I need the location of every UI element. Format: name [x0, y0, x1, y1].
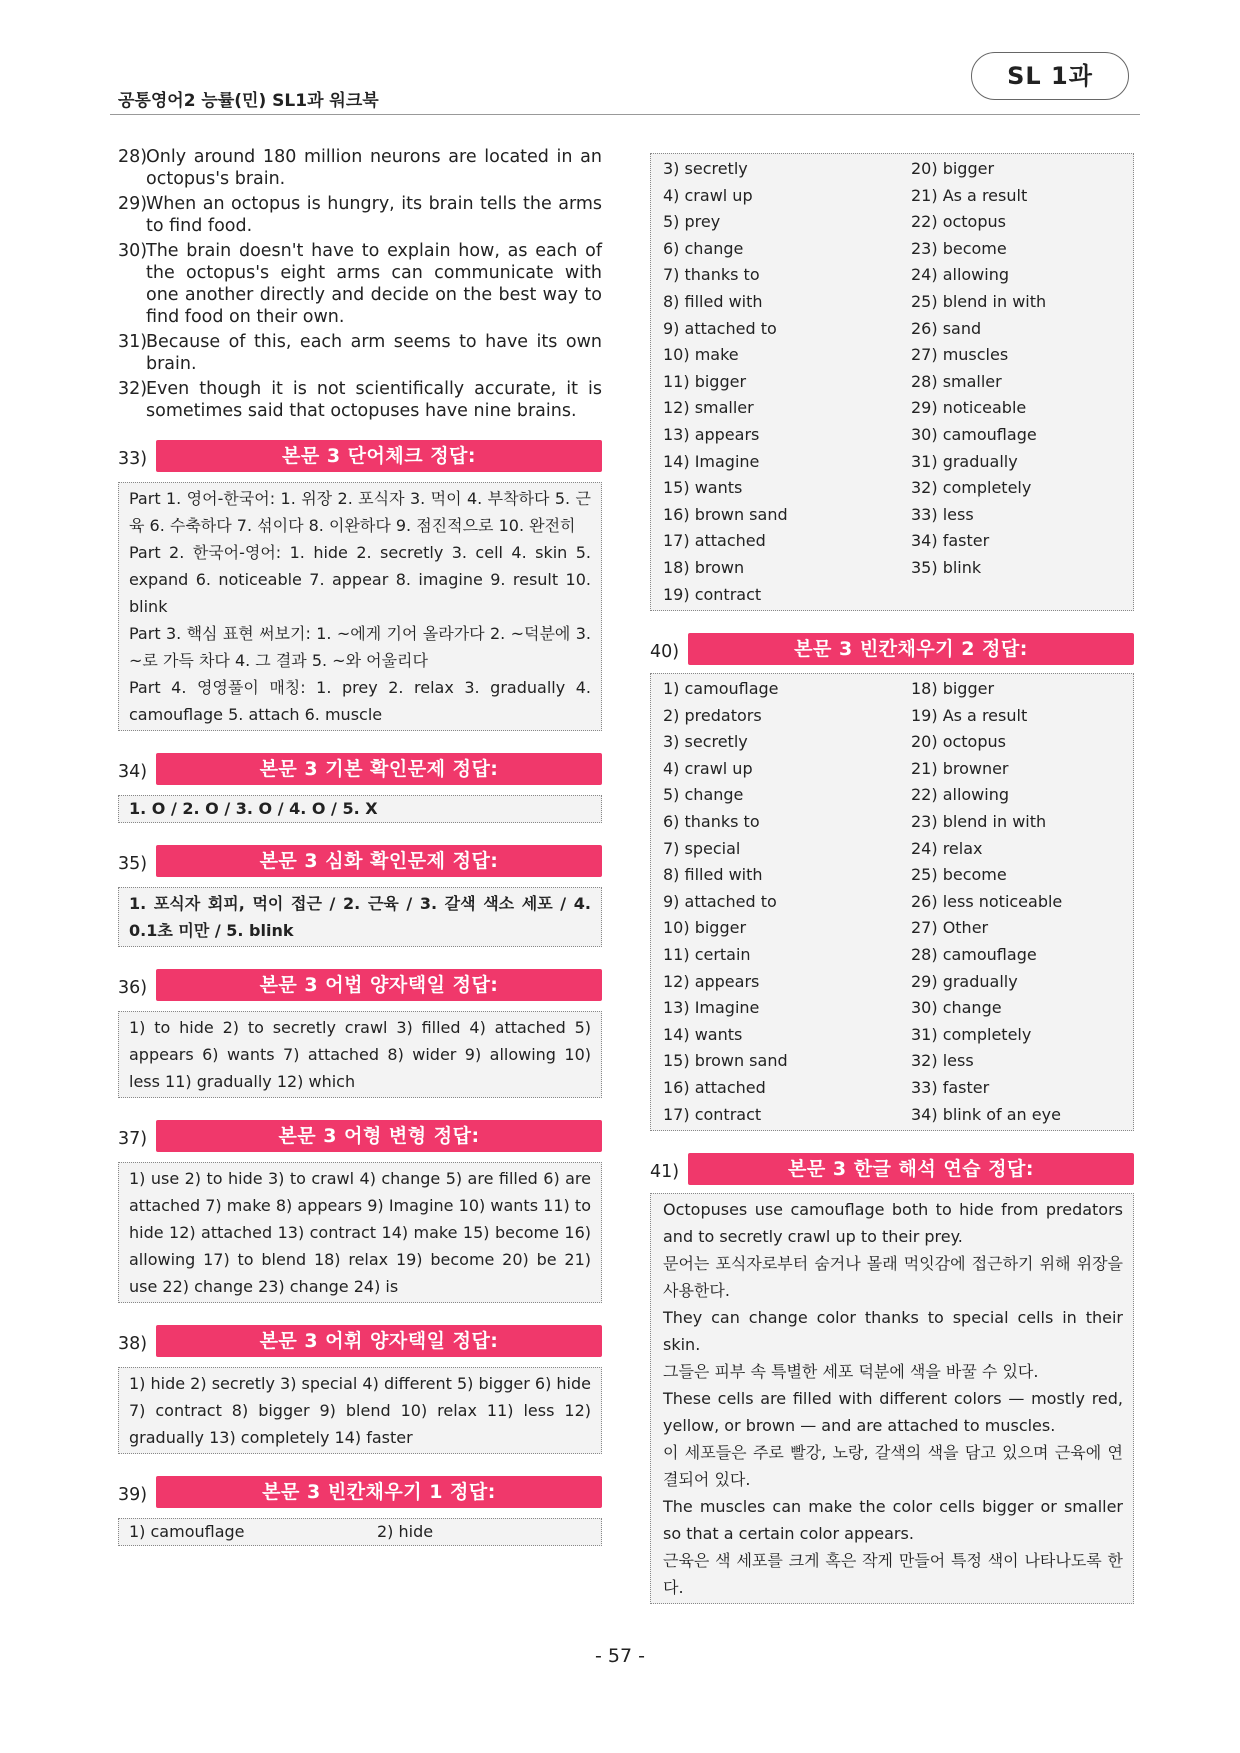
question-41 — [650, 1153, 1134, 1185]
answer-cell: 16) attached — [663, 1078, 766, 1097]
question-number: 33) — [118, 449, 148, 469]
sentence-number: 31) — [118, 332, 148, 352]
question-35 — [118, 845, 602, 877]
answer-cell: 11) bigger — [663, 371, 747, 391]
lesson-badge: SL 1과 — [971, 52, 1129, 100]
sentence-text: Because of this, each arm seems to have its own brain. — [146, 332, 602, 374]
translation-line: These cells are filled with different colors — mostly red, yellow, or brown — and are attached to muscles. — [663, 1389, 1123, 1436]
translation-line: The muscles can make the color cells bigger or smaller so that a certain color appears. — [663, 1497, 1123, 1544]
page-number: - 57 - — [595, 1645, 645, 1667]
answer-box-38: 1) hide 2) secretly 3) special 4) different 5) bigger 6) hide 7) contract 8) bigger 9) blend 10) relax 11) less 12) gradually 13) completely 14) faster — [118, 1367, 602, 1454]
answer-cell: 26) sand — [911, 318, 982, 338]
answer-box-39-continued — [650, 153, 1134, 611]
answer-cell: 11) certain — [663, 945, 751, 965]
answer-cell: 21) As a result — [911, 185, 1028, 205]
translation-line: 이 세포들은 주로 빨강, 노랑, 갈색의 색을 담고 있으며 근육에 연결되어 있다. — [663, 1443, 1123, 1490]
sentence-item — [118, 378, 602, 422]
answer-banner: 본문 3 어휘 양자택일 정답: — [156, 1325, 602, 1357]
translation-line: 근육은 색 세포를 크게 혹은 작게 만들어 특정 색이 나타나도록 한다. — [663, 1551, 1123, 1598]
answer-cell: 7) thanks to — [663, 265, 760, 285]
answer-cell: 24) relax — [911, 838, 983, 858]
answer-cell: 22) allowing — [911, 785, 1009, 805]
answer-cell: 12) smaller — [663, 398, 754, 418]
answer-cell: 1) camouflage — [663, 679, 779, 699]
answer-cell: 20) octopus — [911, 732, 1006, 752]
answer-cell: 3) secretly — [663, 732, 748, 752]
answer-cell: 27) muscles — [911, 345, 1009, 365]
answer-cell: 13) appears — [663, 424, 760, 444]
answer-cell: 13) Imagine — [663, 998, 760, 1018]
answer-cell — [911, 582, 1123, 609]
answer-cell: 23) blend in with — [911, 812, 1047, 832]
answer-cell: 29) gradually — [911, 971, 1018, 991]
answer-cell: 3) secretly — [663, 159, 748, 178]
answer-cell: 16) brown sand — [663, 504, 788, 524]
answer-cell: 31) gradually — [911, 451, 1018, 471]
question-number: 39) — [118, 1485, 148, 1505]
translation-line: 문어는 포식자로부터 숨거나 몰래 먹잇감에 접근하기 위해 위장을 사용한다. — [663, 1254, 1123, 1301]
left-column — [118, 146, 602, 1546]
answer-box-33 — [118, 482, 602, 731]
answer-box-37: 1) use 2) to hide 3) to crawl 4) change 5) are filled 6) are attached 7) make 8) appears 9) Imagine 10) wants 11) to hide 12) attached 13) contract 14) make 15) become 16) allowing 17) to blend 18) relax 19) become 20) be 21) use 22) change 23) change 24) is — [118, 1162, 602, 1303]
sentence-number: 32) — [118, 379, 148, 399]
answer-cell: 19) contract — [663, 584, 762, 604]
answer-box-34: 1. O / 2. O / 3. O / 4. O / 5. X — [118, 795, 602, 823]
answer-cell: 33) faster — [911, 1078, 990, 1097]
answer-cell: 14) wants — [663, 1024, 743, 1044]
answer-cell: 35) blink — [911, 557, 982, 577]
answer-cell: 28) camouflage — [911, 945, 1037, 965]
question-38 — [118, 1325, 602, 1357]
answer-cell: 29) noticeable — [911, 398, 1027, 418]
answer-cell: 20) bigger — [911, 159, 995, 178]
answer-cell: 23) become — [911, 238, 1007, 258]
answer-box-41 — [650, 1193, 1134, 1604]
question-34 — [118, 753, 602, 785]
answer-cell: 26) less noticeable — [911, 891, 1063, 911]
answer-cell: 19) As a result — [911, 705, 1028, 725]
answer-banner: 본문 3 빈칸채우기 2 정답: — [688, 633, 1134, 665]
answer-banner: 본문 3 어법 양자택일 정답: — [156, 969, 602, 1001]
answer-cell: 4) crawl up — [663, 758, 753, 778]
translation-line: Octopuses use camouflage both to hide from predators and to secretly crawl up to their prey. — [663, 1200, 1123, 1247]
question-number: 40) — [650, 642, 680, 663]
sentence-text: Only around 180 million neurons are located in an octopus's brain. — [146, 147, 602, 189]
sentence-item — [118, 193, 602, 237]
answer-cell: 5) prey — [663, 212, 721, 232]
answer-box-39-start — [118, 1518, 602, 1546]
sentence-text: The brain doesn't have to explain how, as each of the octopus's eight arms can communicate with one another directly and decide on the best way to find food on their own. — [146, 241, 602, 327]
answer-cell: 15) brown sand — [663, 1051, 788, 1071]
answer-cell: 30) camouflage — [911, 424, 1037, 444]
answer-cell: 34) blink of an eye — [911, 1104, 1061, 1124]
question-number: 38) — [118, 1334, 148, 1354]
answer-cell: 9) attached to — [663, 318, 777, 338]
answer-cell: 14) Imagine — [663, 451, 760, 471]
answer-cell: 9) attached to — [663, 891, 777, 911]
answer-cell: 5) change — [663, 785, 744, 805]
answer-banner: 본문 3 심화 확인문제 정답: — [156, 845, 602, 877]
answer-box-40 — [650, 673, 1134, 1131]
answer-cell: 17) contract — [663, 1104, 762, 1124]
sentence-item — [118, 331, 602, 375]
sentence-item — [118, 240, 602, 328]
question-number: 41) — [650, 1162, 680, 1183]
question-number: 35) — [118, 854, 148, 874]
answer-cell: 8) filled with — [663, 291, 763, 311]
answer-cell: 7) special — [663, 838, 741, 858]
question-37 — [118, 1120, 602, 1152]
sentence-number: 28) — [118, 147, 148, 167]
answer-cell: 4) crawl up — [663, 185, 753, 205]
answer-cell: 18) bigger — [911, 679, 995, 699]
answer-cell: 24) allowing — [911, 265, 1009, 285]
answer-box-35: 1. 포식자 회피, 먹이 접근 / 2. 근육 / 3. 갈색 색소 세포 / 4. 0.1초 미만 / 5. blink — [118, 887, 602, 947]
sentence-text: Even though it is not scientifically accurate, it is sometimes said that octopuses have nine brains. — [146, 379, 602, 421]
answer-line: Part 4. 영영풀이 매칭: 1. prey 2. relax 3. gradually 4. camouflage 5. attach 6. muscle — [129, 678, 591, 724]
answer-cell: 6) thanks to — [663, 812, 760, 832]
answer-box-36: 1) to hide 2) to secretly crawl 3) filled 4) attached 5) appears 6) wants 7) attached 8) wider 9) allowing 10) less 11) gradually 12) which — [118, 1011, 602, 1098]
question-40 — [650, 633, 1134, 665]
answer-grid — [663, 676, 1123, 1128]
answer-cell: 28) smaller — [911, 371, 1002, 391]
answer-cell: 2) predators — [663, 705, 762, 725]
answer-cell: 22) octopus — [911, 212, 1006, 232]
answer-cell: 10) bigger — [663, 918, 747, 938]
question-36 — [118, 969, 602, 1001]
answer-cell: 21) browner — [911, 758, 1009, 778]
answer-cell: 30) change — [911, 998, 1002, 1018]
sentence-text: When an octopus is hungry, its brain tells the arms to find food. — [146, 194, 602, 236]
answer-cell: 25) become — [911, 865, 1007, 885]
answer-cell: 6) change — [663, 238, 744, 258]
translation-line: 그들은 피부 속 특별한 세포 덕분에 색을 바꿀 수 있다. — [663, 1362, 1039, 1382]
answer-banner: 본문 3 한글 해석 연습 정답: — [688, 1153, 1134, 1185]
answer-cell: 31) completely — [911, 1024, 1032, 1044]
answer-grid — [663, 156, 1123, 608]
answer-cell: 8) filled with — [663, 865, 763, 885]
question-33 — [118, 440, 602, 472]
answer-cell: 10) make — [663, 345, 739, 365]
header-divider — [110, 114, 1140, 115]
answer-banner: 본문 3 빈칸채우기 1 정답: — [156, 1476, 602, 1508]
answer-banner: 본문 3 기본 확인문제 정답: — [156, 753, 602, 785]
answer-cell: 32) completely — [911, 478, 1032, 498]
answer-cell: 12) appears — [663, 971, 760, 991]
answer-line: Part 3. 핵심 표현 써보기: 1. ~에게 기어 올라가다 2. ~덕분에 3. ~로 가득 차다 4. 그 결과 5. ~와 어울리다 — [129, 624, 591, 670]
answer-cell: 32) less — [911, 1051, 974, 1071]
question-number: 34) — [118, 762, 148, 782]
answer-cell: 18) brown — [663, 557, 745, 577]
answer-line: Part 2. 한국어-영어: 1. hide 2. secretly 3. cell 4. skin 5. expand 6. noticeable 7. appear 8. imagine 9. result 10. blink — [129, 543, 591, 616]
answer-cell: 34) faster — [911, 531, 990, 551]
answer-cell: 1) camouflage — [129, 1522, 245, 1541]
answer-cell: 33) less — [911, 504, 974, 524]
answer-cell: 17) attached — [663, 531, 766, 551]
question-number: 37) — [118, 1129, 148, 1149]
answer-line: Part 1. 영어-한국어: 1. 위장 2. 포식자 3. 먹이 4. 부착하다 5. 근육 6. 수축하다 7. 섞이다 8. 이완하다 9. 점진적으로 10. 완전히 — [129, 489, 591, 535]
right-column — [650, 153, 1134, 1604]
answer-cell: 2) hide — [377, 1522, 434, 1541]
answer-cell: 27) Other — [911, 918, 989, 938]
answer-banner: 본문 3 어형 변형 정답: — [156, 1120, 602, 1152]
question-number: 36) — [118, 978, 148, 998]
sentence-number: 30) — [118, 241, 148, 261]
sentence-number: 29) — [118, 194, 148, 214]
answer-cell: 25) blend in with — [911, 291, 1047, 311]
sentence-item — [118, 146, 602, 190]
page-header-title: 공통영어2 능률(민) SL1과 워크북 — [118, 91, 379, 111]
sentence-list — [118, 146, 602, 422]
answer-banner: 본문 3 단어체크 정답: — [156, 440, 602, 472]
answer-cell: 15) wants — [663, 478, 743, 498]
question-39 — [118, 1476, 602, 1508]
translation-line: They can change color thanks to special cells in their skin. — [663, 1308, 1123, 1355]
